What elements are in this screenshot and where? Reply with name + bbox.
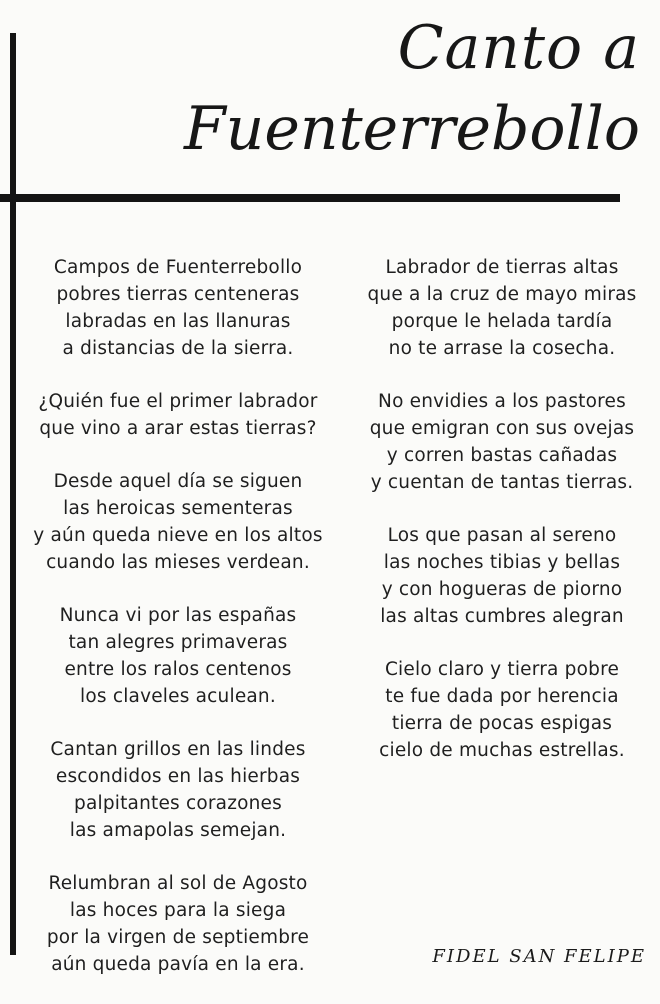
stanza (18, 388, 338, 442)
verse-line: las hoces para la siega (69, 900, 287, 921)
verse-line: cuando las mieses verdean. (46, 552, 310, 573)
verse-line: Desde aquel día se siguen (53, 471, 303, 492)
stanza (347, 522, 657, 630)
verse-line: Labrador de tierras altas (385, 257, 619, 278)
stanza (347, 656, 657, 764)
verse-line: por la virgen de septiembre (46, 927, 310, 948)
verse-line: las amapolas semejan. (69, 820, 287, 841)
title-line-2: Fuenterrebollo (184, 94, 640, 164)
verse-line: y corren bastas cañadas (386, 445, 618, 466)
verse-line: Cantan grillos en las lindes (50, 739, 306, 760)
verse-line: Cielo claro y tierra pobre (384, 659, 620, 680)
verse-line: ¿Quién fue el primer labrador (38, 391, 318, 412)
verse-line: te fue dada por herencia (385, 686, 619, 707)
verse-line: que emigran con sus ovejas (369, 418, 635, 439)
verse-line: y aún queda nieve en los altos (33, 525, 323, 546)
stanza (347, 388, 657, 496)
verse-line: tan alegres primaveras (68, 632, 288, 653)
verse-line: Campos de Fuenterrebollo (53, 257, 303, 278)
stanza (347, 254, 657, 362)
stanza (18, 870, 338, 978)
verse-line: porque le helada tardía (391, 311, 613, 332)
stanza (18, 468, 338, 576)
verse-line: Nunca vi por las españas (59, 605, 297, 626)
title-line-1: Canto a (397, 13, 640, 83)
verse-line: que a la cruz de mayo miras (367, 284, 637, 305)
verse-line: tierra de pocas espigas (391, 713, 613, 734)
verse-line: no te arrase la cosecha. (388, 338, 616, 359)
stanza (18, 736, 338, 844)
verse-line: entre los ralos centenos (64, 659, 292, 680)
poem-title (184, 10, 640, 172)
poem-left-column (18, 254, 338, 1004)
horizontal-rule (0, 194, 620, 202)
stanza (18, 602, 338, 710)
verse-line: No envidies a los pastores (378, 391, 626, 412)
verse-line: Relumbran al sol de Agosto (48, 873, 308, 894)
verse-line: y con hogueras de piorno (381, 579, 623, 600)
verse-line: los claveles aculean. (80, 686, 276, 707)
stanza (18, 254, 338, 362)
verse-line: las altas cumbres alegran (380, 606, 624, 627)
verse-line: y cuentan de tantas tierras. (370, 472, 634, 493)
verse-line: Los que pasan al sereno (387, 525, 617, 546)
verse-line: labradas en las llanuras (65, 311, 291, 332)
verse-line: las heroicas sementeras (63, 498, 293, 519)
verse-line: aún queda pavía en la era. (51, 954, 305, 975)
verse-line: las noches tibias y bellas (383, 552, 621, 573)
verse-line: escondidos en las hierbas (55, 766, 301, 787)
verse-line: a distancias de la sierra. (62, 338, 294, 359)
verse-line: que vino a arar estas tierras? (39, 418, 317, 439)
verse-line: palpitantes corazones (74, 793, 282, 814)
verse-line: cielo de muchas estrellas. (379, 740, 625, 761)
vertical-rule (10, 33, 16, 955)
author-signature: FIDEL SAN FELIPE (432, 946, 646, 967)
poem-right-column (347, 254, 657, 790)
verse-line: pobres tierras centeneras (56, 284, 300, 305)
